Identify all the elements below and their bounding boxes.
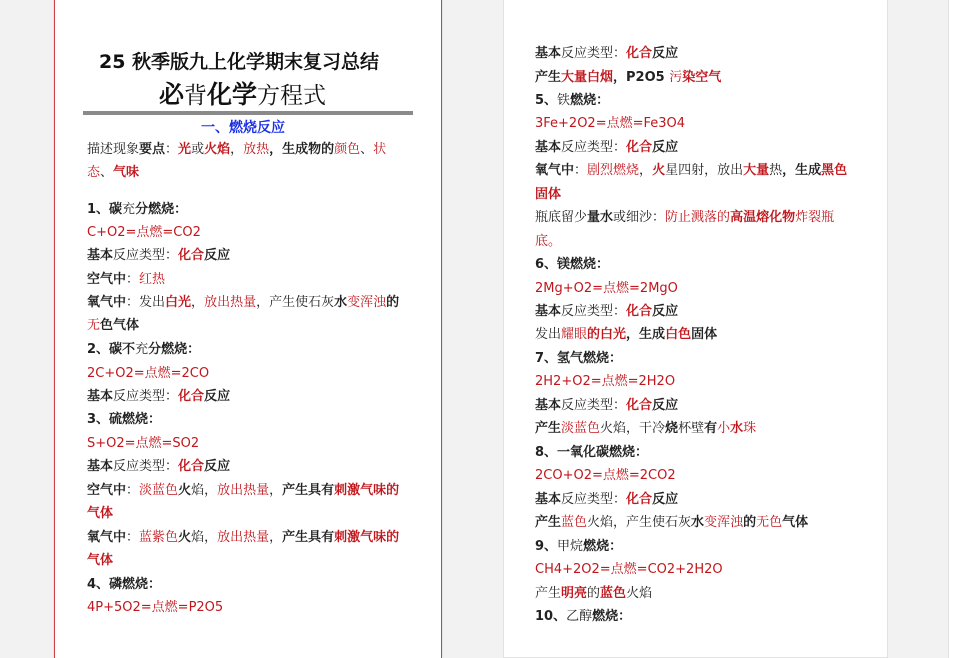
carbon-monoxide-equation: 2CO+O2=点燃=2CO2	[535, 468, 676, 483]
methane-observation: 产生明亮的蓝色火焰	[535, 586, 653, 601]
carbon-full-reaction-type: 基本反应类型：化合反应	[87, 248, 231, 263]
sulfur-in-air: 空气中：淡蓝色火焰，放出热量，产生具有刺激气味的	[87, 483, 400, 498]
phosphorus-product: 产生大量白烟，P2O5 污染空气	[535, 70, 722, 85]
hydrogen-heading: 7、氢气燃烧：	[535, 351, 623, 366]
document-title: 25 秋季版九上化学期末复习总结	[99, 51, 380, 73]
iron-note: 瓶底留少量水或细沙：防止溅落的高温熔化物炸裂瓶	[535, 210, 835, 225]
hydrogen-observation: 产生淡蓝色火焰，干冷烧杯壁有小水珠	[535, 421, 757, 436]
description-points-line: 描述现象要点：光或火焰，放热，生成物的颜色、状	[87, 142, 387, 157]
document-page-2	[503, 0, 888, 658]
magnesium-heading: 6、镁燃烧：	[535, 257, 610, 272]
iron-in-oxygen: 氧气中：剧烈燃烧，火星四射，放出大量热，生成黑色	[535, 163, 848, 178]
description-points-line-2: 态、气味	[87, 165, 140, 180]
document-page-1	[54, 0, 442, 658]
sulfur-in-air-2: 气体	[87, 506, 114, 521]
sulfur-heading: 3、硫燃烧：	[87, 412, 162, 427]
iron-note-2: 底。	[535, 234, 562, 249]
phosphorus-heading: 4、磷燃烧：	[87, 577, 162, 592]
carbon-monoxide-heading: 8、一氧化碳燃烧：	[535, 445, 649, 460]
document-page-3-edge	[948, 0, 963, 658]
hydrogen-equation: 2H2+O2=点燃=2H2O	[535, 374, 676, 389]
magnesium-equation: 2Mg+O2=点燃=2MgO	[535, 281, 678, 296]
carbon-monoxide-observation: 产生蓝色火焰，产生使石灰水变浑浊的无色气体	[535, 515, 809, 530]
carbon-monoxide-reaction-type: 基本反应类型：化合反应	[535, 492, 679, 507]
carbon-incomplete-heading: 2、碳不充分燃烧：	[87, 342, 201, 357]
magnesium-observation: 发出耀眼的白光，生成白色固体	[535, 327, 718, 342]
carbon-incomplete-equation: 2C+O2=点燃=2CO	[87, 366, 210, 381]
phosphorus-reaction-type: 基本反应类型：化合反应	[535, 46, 679, 61]
carbon-in-air: 空气中：红热	[87, 272, 166, 287]
sulfur-reaction-type: 基本反应类型：化合反应	[87, 459, 231, 474]
document-subtitle: 必背化学方程式	[159, 80, 327, 109]
iron-heading: 5、铁燃烧：	[535, 93, 610, 108]
methane-heading: 9、甲烷燃烧：	[535, 539, 623, 554]
hydrogen-reaction-type: 基本反应类型：化合反应	[535, 398, 679, 413]
methane-equation: CH4+2O2=点燃=CO2+2H2O	[535, 562, 723, 577]
carbon-full-equation: C+O2=点燃=CO2	[87, 225, 201, 240]
iron-in-oxygen-2: 固体	[535, 187, 562, 202]
magnesium-reaction-type: 基本反应类型：化合反应	[535, 304, 679, 319]
carbon-in-oxygen: 氧气中：发出白光，放出热量，产生使石灰水变浑浊的	[87, 295, 400, 310]
sulfur-in-oxygen: 氧气中：蓝紫色火焰，放出热量，产生具有刺激气味的	[87, 530, 400, 545]
carbon-incomplete-reaction-type: 基本反应类型：化合反应	[87, 389, 231, 404]
ethanol-heading: 10、乙醇燃烧：	[535, 609, 632, 624]
carbon-in-oxygen-2: 无色气体	[87, 318, 140, 333]
iron-equation: 3Fe+2O2=点燃=Fe3O4	[535, 116, 686, 131]
title-divider	[83, 111, 413, 115]
sulfur-equation: S+O2=点燃=SO2	[87, 436, 200, 451]
phosphorus-equation: 4P+5O2=点燃=P2O5	[87, 600, 224, 615]
sulfur-in-oxygen-2: 气体	[87, 553, 114, 568]
section-heading-combustion: 一、燃烧反应	[201, 120, 285, 136]
carbon-full-heading: 1、碳充分燃烧：	[87, 202, 188, 217]
iron-reaction-type: 基本反应类型：化合反应	[535, 140, 679, 155]
